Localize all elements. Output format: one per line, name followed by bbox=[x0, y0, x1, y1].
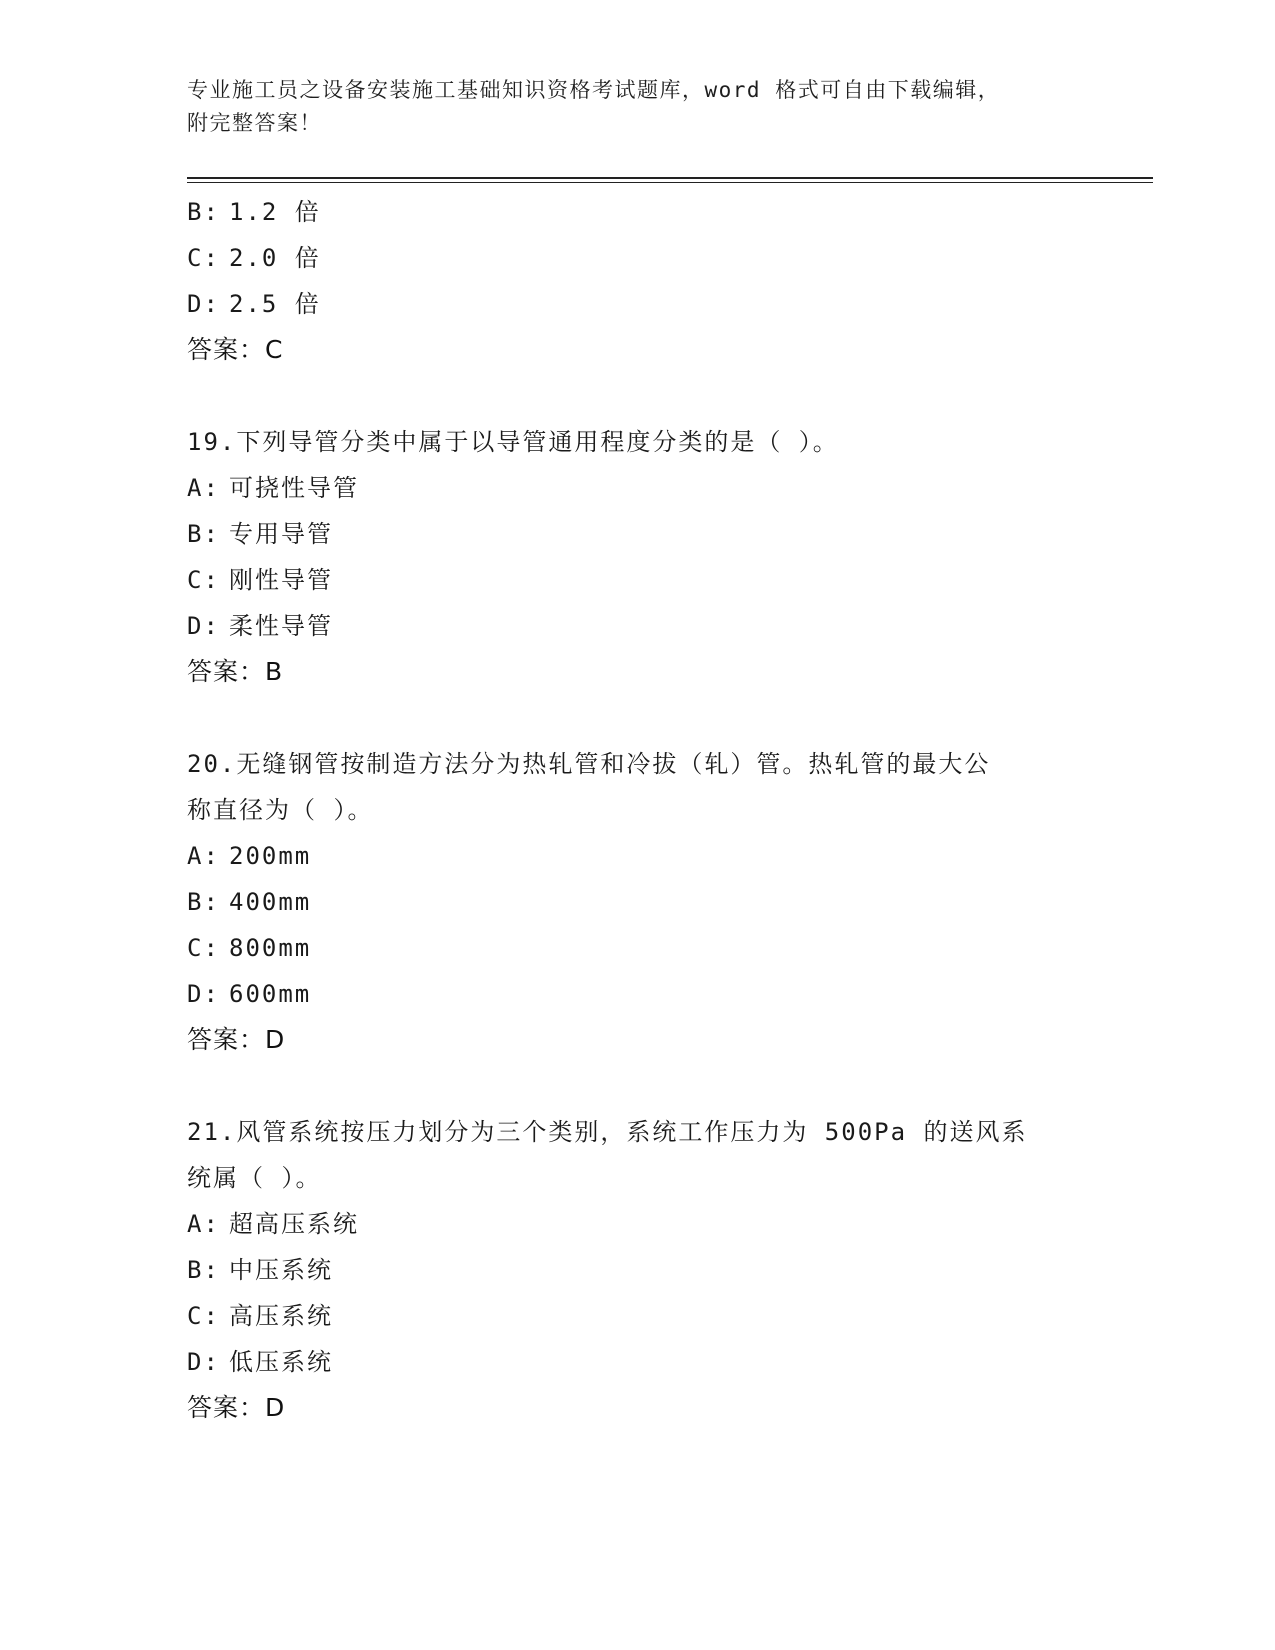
question-stem-line-2: 称直径为（ ）。 bbox=[187, 796, 374, 824]
option-c bbox=[187, 235, 1087, 281]
question-21 bbox=[187, 1109, 1087, 1431]
option-a bbox=[187, 465, 1087, 511]
spacer bbox=[187, 373, 1087, 419]
option-label: C: bbox=[187, 934, 220, 962]
option-label: D: bbox=[187, 612, 220, 640]
option-c bbox=[187, 925, 1087, 971]
question-20 bbox=[187, 741, 1087, 1063]
question-stem-line-1: 21.风管系统按压力划分为三个类别，系统工作压力为 500Pa 的送风系 bbox=[187, 1118, 1028, 1146]
option-a bbox=[187, 1201, 1087, 1247]
answer-line: 答案：B bbox=[187, 657, 284, 686]
question-stem-line-2: 统属（ ）。 bbox=[187, 1164, 322, 1192]
option-text: 中压系统 bbox=[229, 1256, 333, 1284]
page-header bbox=[187, 74, 1087, 140]
option-b bbox=[187, 189, 1087, 235]
option-text: 600mm bbox=[229, 980, 312, 1008]
option-label: C: bbox=[187, 1302, 220, 1330]
option-text: 1.2 倍 bbox=[229, 198, 321, 226]
spacer bbox=[187, 1063, 1087, 1109]
question-stem: 19.下列导管分类中属于以导管通用程度分类的是（ ）。 bbox=[187, 428, 839, 456]
option-text: 800mm bbox=[229, 934, 312, 962]
option-label: B: bbox=[187, 1256, 220, 1284]
option-label: C: bbox=[187, 244, 220, 272]
option-text: 可挠性导管 bbox=[229, 474, 359, 502]
option-label: B: bbox=[187, 888, 220, 916]
option-d bbox=[187, 603, 1087, 649]
option-label: A: bbox=[187, 842, 220, 870]
option-label: A: bbox=[187, 1210, 220, 1238]
question-stem-line-1: 20.无缝钢管按制造方法分为热轧管和冷拔（轧）管。热轧管的最大公 bbox=[187, 750, 991, 778]
option-label: A: bbox=[187, 474, 220, 502]
option-label: D: bbox=[187, 980, 220, 1008]
option-b bbox=[187, 879, 1087, 925]
question-content bbox=[187, 189, 1087, 1431]
option-label: C: bbox=[187, 566, 220, 594]
option-text: 超高压系统 bbox=[229, 1210, 359, 1238]
header-line-1: 专业施工员之设备安装施工基础知识资格考试题库，word 格式可自由下载编辑， bbox=[187, 78, 1001, 102]
option-text: 低压系统 bbox=[229, 1348, 333, 1376]
answer-line: 答案：D bbox=[187, 1393, 286, 1422]
option-label: D: bbox=[187, 1348, 220, 1376]
option-text: 400mm bbox=[229, 888, 312, 916]
header-line-2: 附完整答案！ bbox=[187, 111, 322, 135]
option-b bbox=[187, 1247, 1087, 1293]
header-divider bbox=[187, 177, 1153, 183]
option-text: 2.0 倍 bbox=[229, 244, 321, 272]
question-19 bbox=[187, 419, 1087, 695]
option-text: 200mm bbox=[229, 842, 312, 870]
option-d bbox=[187, 281, 1087, 327]
option-b bbox=[187, 511, 1087, 557]
option-d bbox=[187, 971, 1087, 1017]
option-text: 柔性导管 bbox=[229, 612, 333, 640]
option-text: 2.5 倍 bbox=[229, 290, 321, 318]
option-text: 高压系统 bbox=[229, 1302, 333, 1330]
option-c bbox=[187, 557, 1087, 603]
option-label: D: bbox=[187, 290, 220, 318]
option-d bbox=[187, 1339, 1087, 1385]
spacer bbox=[187, 695, 1087, 741]
option-c bbox=[187, 1293, 1087, 1339]
answer-line: 答案：C bbox=[187, 335, 284, 364]
answer-line: 答案：D bbox=[187, 1025, 286, 1054]
option-label: B: bbox=[187, 198, 220, 226]
option-a bbox=[187, 833, 1087, 879]
option-text: 刚性导管 bbox=[229, 566, 333, 594]
previous-question-tail bbox=[187, 189, 1087, 373]
option-label: B: bbox=[187, 520, 220, 548]
option-text: 专用导管 bbox=[229, 520, 333, 548]
